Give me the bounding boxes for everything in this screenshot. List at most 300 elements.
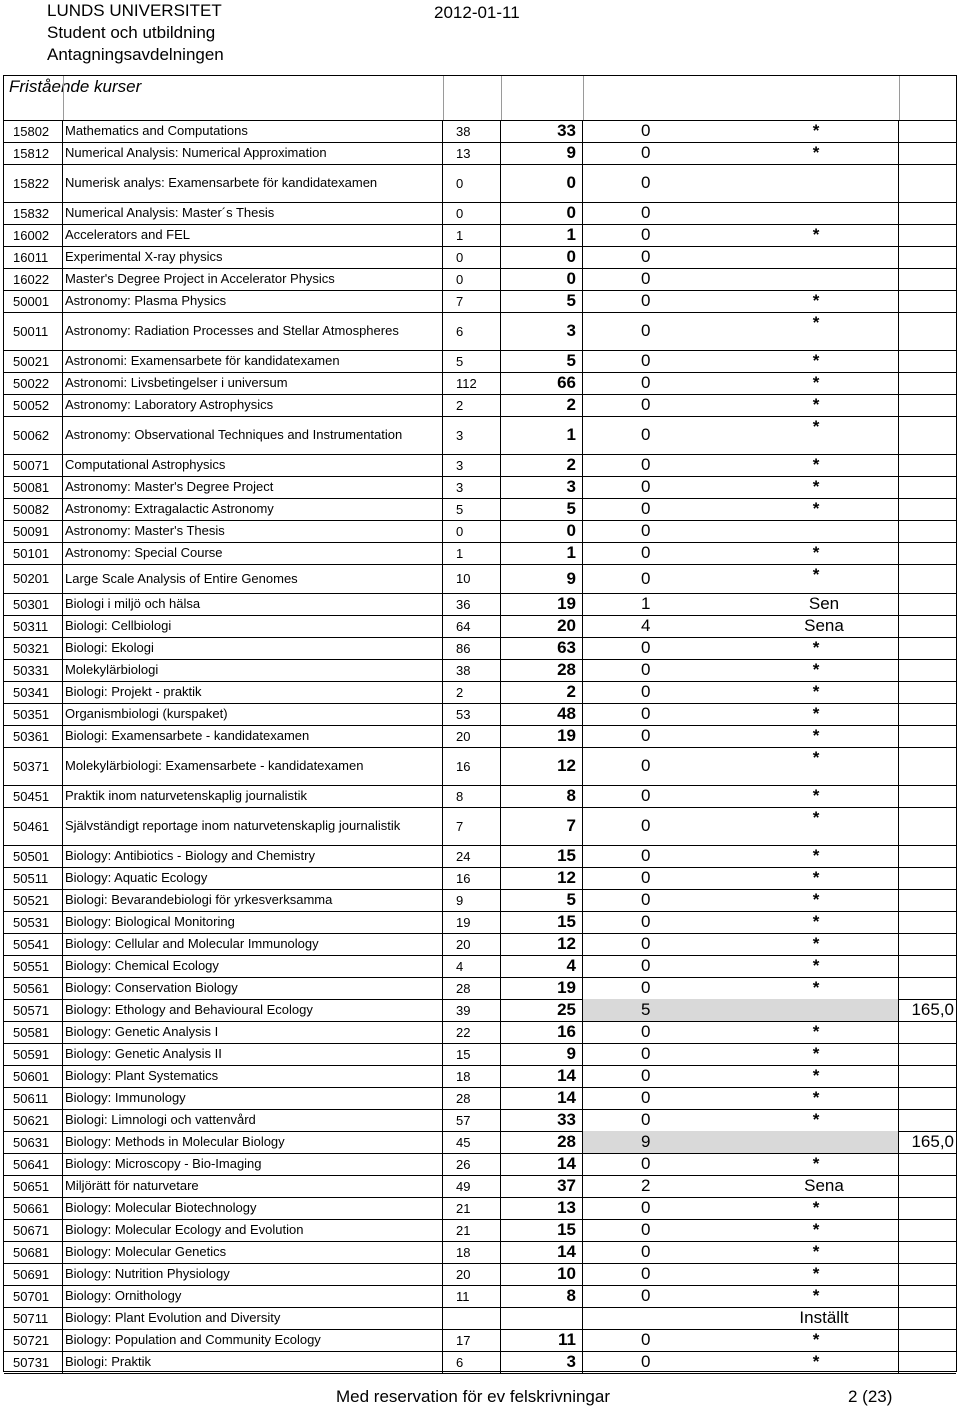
- merit-value: [899, 120, 956, 142]
- reserve-count: 0: [641, 1154, 651, 1173]
- course-name: Astronomy: Special Course: [63, 542, 443, 564]
- table-row: [4, 725, 956, 748]
- course-name: Biology: Microscopy - Bio-Imaging: [63, 1153, 443, 1175]
- status-cell: [583, 1153, 899, 1175]
- note-text: *: [812, 638, 820, 657]
- reserve-count: 0: [641, 868, 651, 887]
- applicants-count: 21: [443, 1219, 501, 1241]
- applicants-count: 0: [443, 268, 501, 290]
- table-row: [4, 807, 956, 846]
- course-code: 50541: [4, 933, 63, 955]
- status-cell: [583, 659, 899, 681]
- merit-value: [899, 1043, 956, 1065]
- course-code: 50101: [4, 542, 63, 564]
- admitted-count: 0: [501, 268, 583, 290]
- applicants-count: 16: [443, 747, 501, 785]
- course-code: 50341: [4, 681, 63, 703]
- course-code: 50011: [4, 312, 63, 350]
- course-code: 50021: [4, 350, 63, 372]
- course-name: Molekylärbiologi: Examensarbete - kandidatexamen: [63, 747, 443, 785]
- status-cell: [583, 1351, 899, 1373]
- note-text: *: [812, 373, 820, 392]
- applicants-count: 10: [443, 564, 501, 593]
- reserve-count: 0: [641, 816, 651, 835]
- course-name: Numerical Analysis: Master´s Thesis: [63, 202, 443, 224]
- table-row: [4, 1153, 956, 1176]
- merit-value: [899, 615, 956, 637]
- merit-value: [899, 593, 956, 615]
- course-name: Biology: Biological Monitoring: [63, 911, 443, 933]
- applicants-count: 22: [443, 1021, 501, 1043]
- applicants-count: 26: [443, 1153, 501, 1175]
- reserve-count: 0: [641, 477, 651, 496]
- admitted-count: 8: [501, 785, 583, 807]
- course-code: 50461: [4, 807, 63, 845]
- table-row: [4, 312, 956, 351]
- admitted-count: 9: [501, 142, 583, 164]
- course-name: Biology: Molecular Biotechnology: [63, 1197, 443, 1219]
- merit-value: [899, 350, 956, 372]
- status-cell: [583, 703, 899, 725]
- applicants-count: 15: [443, 1043, 501, 1065]
- note-text: *: [812, 1352, 820, 1371]
- note-text: *: [812, 1044, 820, 1063]
- course-code: 50062: [4, 416, 63, 454]
- course-name: Biologi: Praktik: [63, 1351, 443, 1373]
- admitted-count: 0: [501, 164, 583, 202]
- reserve-count: 0: [641, 455, 651, 474]
- page-number: 2 (23): [848, 1387, 893, 1406]
- table-row: [4, 1307, 956, 1330]
- status-cell: [583, 933, 899, 955]
- course-name: Biology: Conservation Biology: [63, 977, 443, 999]
- course-name: Biology: Nutrition Physiology: [63, 1263, 443, 1285]
- course-code: 50561: [4, 977, 63, 999]
- table-row: [4, 498, 956, 521]
- status-cell: [583, 637, 899, 659]
- course-code: 50671: [4, 1219, 63, 1241]
- merit-value: [899, 416, 956, 454]
- applicants-count: 3: [443, 416, 501, 454]
- note-text: *: [812, 808, 820, 827]
- table-row: [4, 1351, 956, 1374]
- reserve-count: 0: [641, 425, 651, 444]
- status-cell: [583, 725, 899, 747]
- course-code: 50591: [4, 1043, 63, 1065]
- course-name: Molekylärbiologi: [63, 659, 443, 681]
- applicants-count: 2: [443, 681, 501, 703]
- note-text: *: [812, 291, 820, 310]
- table-row: [4, 999, 956, 1022]
- course-code: 50551: [4, 955, 63, 977]
- course-code: 50521: [4, 889, 63, 911]
- table-row: [4, 1065, 956, 1088]
- table-row: [4, 372, 956, 395]
- merit-value: [899, 1307, 956, 1329]
- course-name: Självständigt reportage inom naturvetenskaplig journalistik: [63, 807, 443, 845]
- reserve-count: 1: [641, 594, 651, 613]
- reserve-count: 0: [641, 1198, 651, 1217]
- note-text: *: [812, 1154, 820, 1173]
- applicants-count: 1: [443, 542, 501, 564]
- course-name: Numerical Analysis: Numerical Approximation: [63, 142, 443, 164]
- reserve-count: 0: [641, 704, 651, 723]
- status-cell: [583, 1263, 899, 1285]
- admitted-count: 3: [501, 476, 583, 498]
- course-code: 50301: [4, 593, 63, 615]
- applicants-count: 5: [443, 350, 501, 372]
- status-cell: [583, 372, 899, 394]
- course-name: Biologi: Ekologi: [63, 637, 443, 659]
- admitted-count: 0: [501, 520, 583, 542]
- status-cell: [583, 1285, 899, 1307]
- status-cell: [583, 164, 899, 202]
- reserve-count: 0: [641, 269, 651, 288]
- merit-value: [899, 290, 956, 312]
- status-cell: [583, 593, 899, 615]
- note-text: *: [812, 143, 820, 162]
- admitted-count: 33: [501, 120, 583, 142]
- status-cell: [583, 867, 899, 889]
- merit-value: [899, 911, 956, 933]
- course-code: 50681: [4, 1241, 63, 1263]
- table-row: [4, 955, 956, 978]
- reserve-count: 0: [641, 978, 651, 997]
- note-text: *: [812, 868, 820, 887]
- table-row: [4, 520, 956, 543]
- course-code: 50661: [4, 1197, 63, 1219]
- reserve-count: 0: [641, 890, 651, 909]
- admitted-count: 14: [501, 1087, 583, 1109]
- course-code: 50571: [4, 999, 63, 1021]
- admitted-count: 2: [501, 681, 583, 703]
- admitted-count: 4: [501, 955, 583, 977]
- note-text: *: [812, 726, 820, 745]
- course-code: 50001: [4, 290, 63, 312]
- merit-value: [899, 202, 956, 224]
- course-code: 50721: [4, 1329, 63, 1351]
- course-name: Biology: Population and Community Ecology: [63, 1329, 443, 1351]
- reserve-count: 0: [641, 934, 651, 953]
- admitted-count: 15: [501, 911, 583, 933]
- table-row: [4, 416, 956, 455]
- admitted-count: 28: [501, 659, 583, 681]
- merit-value: [899, 520, 956, 542]
- reserve-count: 0: [641, 373, 651, 392]
- course-code: 50311: [4, 615, 63, 637]
- applicants-count: 2: [443, 394, 501, 416]
- table-row: [4, 394, 956, 417]
- table-row: [4, 1219, 956, 1242]
- table-row: [4, 911, 956, 934]
- table-row: [4, 1109, 956, 1132]
- note-text: [583, 520, 899, 542]
- merit-value: [899, 1285, 956, 1307]
- course-name: Miljörätt för naturvetare: [63, 1175, 443, 1197]
- note-text: [583, 268, 899, 290]
- note-text: Sen: [808, 594, 840, 613]
- merit-value: [899, 372, 956, 394]
- admitted-count: 8: [501, 1285, 583, 1307]
- status-cell: [583, 246, 899, 268]
- applicants-count: 64: [443, 615, 501, 637]
- merit-value: [899, 164, 956, 202]
- admitted-count: 3: [501, 1351, 583, 1373]
- course-name: Biology: Cellular and Molecular Immunology: [63, 933, 443, 955]
- note-text: *: [812, 660, 820, 679]
- admitted-count: 5: [501, 350, 583, 372]
- reserve-count: 0: [641, 786, 651, 805]
- reserve-count: 0: [641, 121, 651, 140]
- status-cell: [583, 268, 899, 290]
- note-text: *: [812, 956, 820, 975]
- admitted-count: 28: [501, 1131, 583, 1153]
- merit-value: [899, 542, 956, 564]
- course-code: 15802: [4, 120, 63, 142]
- admitted-count: 63: [501, 637, 583, 659]
- table-row: [4, 1175, 956, 1198]
- table-row: [4, 454, 956, 477]
- admitted-count: 19: [501, 593, 583, 615]
- merit-value: [899, 1219, 956, 1241]
- course-name: Biology: Chemical Ecology: [63, 955, 443, 977]
- applicants-count: 13: [443, 142, 501, 164]
- course-code: 50331: [4, 659, 63, 681]
- note-text: *: [812, 313, 820, 332]
- table-row: [4, 350, 956, 373]
- table-row: [4, 1329, 956, 1352]
- applicants-count: [443, 1307, 501, 1329]
- course-code: 50651: [4, 1175, 63, 1197]
- status-cell: [583, 1219, 899, 1241]
- applicants-count: 36: [443, 593, 501, 615]
- reserve-count: 0: [641, 726, 651, 745]
- course-code: 50611: [4, 1087, 63, 1109]
- applicants-count: 28: [443, 977, 501, 999]
- section-header: [4, 76, 956, 121]
- reserve-count: 0: [641, 1286, 651, 1305]
- table-row: [4, 845, 956, 868]
- admitted-count: 5: [501, 498, 583, 520]
- merit-value: [899, 476, 956, 498]
- course-name: Numerisk analys: Examensarbete för kandidatexamen: [63, 164, 443, 202]
- course-code: 50731: [4, 1351, 63, 1373]
- merit-value: [899, 1087, 956, 1109]
- note-text: *: [812, 565, 820, 584]
- table-row: [4, 637, 956, 660]
- status-cell: [583, 498, 899, 520]
- admitted-count: 10: [501, 1263, 583, 1285]
- course-name: Astronomy: Radiation Processes and Stellar Atmospheres: [63, 312, 443, 350]
- admitted-count: 0: [501, 202, 583, 224]
- status-cell: [583, 542, 899, 564]
- status-cell: [583, 142, 899, 164]
- note-text: Inställt: [799, 1308, 849, 1327]
- reserve-count: 0: [641, 291, 651, 310]
- course-name: Organismbiologi (kurspaket): [63, 703, 443, 725]
- reserve-count: 0: [641, 143, 651, 162]
- course-code: 50081: [4, 476, 63, 498]
- table-row: [4, 564, 956, 594]
- course-code: 15822: [4, 164, 63, 202]
- note-text: *: [812, 682, 820, 701]
- status-cell: [583, 889, 899, 911]
- merit-value: [899, 498, 956, 520]
- reserve-count: 0: [641, 173, 651, 192]
- admitted-count: 1: [501, 224, 583, 246]
- admitted-count: 9: [501, 1043, 583, 1065]
- admitted-count: 14: [501, 1065, 583, 1087]
- note-text: *: [812, 1242, 820, 1261]
- course-name: Biology: Aquatic Ecology: [63, 867, 443, 889]
- table-row: [4, 120, 956, 143]
- status-cell: [583, 454, 899, 476]
- note-text: [583, 999, 899, 1021]
- applicants-count: 3: [443, 476, 501, 498]
- department-name: Student och utbildning: [47, 23, 216, 42]
- note-text: *: [812, 1330, 820, 1349]
- table-row: [4, 867, 956, 890]
- course-name: Biology: Plant Evolution and Diversity: [63, 1307, 443, 1329]
- admissions-table: [3, 75, 957, 1372]
- merit-value: [899, 845, 956, 867]
- applicants-count: 86: [443, 637, 501, 659]
- reserve-count: 0: [641, 1022, 651, 1041]
- status-cell: [583, 224, 899, 246]
- status-cell: [583, 955, 899, 977]
- applicants-count: 19: [443, 911, 501, 933]
- course-name: Astronomy: Plasma Physics: [63, 290, 443, 312]
- course-code: 50581: [4, 1021, 63, 1043]
- table-row: [4, 224, 956, 247]
- note-text: [583, 164, 899, 202]
- course-code: 50351: [4, 703, 63, 725]
- course-name: Master's Degree Project in Accelerator Physics: [63, 268, 443, 290]
- note-text: *: [812, 786, 820, 805]
- admitted-count: 11: [501, 1329, 583, 1351]
- applicants-count: 0: [443, 520, 501, 542]
- merit-value: [899, 454, 956, 476]
- course-code: 50022: [4, 372, 63, 394]
- merit-value: [899, 394, 956, 416]
- applicants-count: 49: [443, 1175, 501, 1197]
- admitted-count: 5: [501, 889, 583, 911]
- course-name: Astronomy: Observational Techniques and Instrumentation: [63, 416, 443, 454]
- section-title: Fristående kurser: [9, 77, 142, 96]
- status-cell: [583, 845, 899, 867]
- course-name: Astronomy: Master's Degree Project: [63, 476, 443, 498]
- table-row: [4, 246, 956, 269]
- admitted-count: [501, 1307, 583, 1329]
- course-name: Biology: Methods in Molecular Biology: [63, 1131, 443, 1153]
- reserve-count: 0: [641, 756, 651, 775]
- table-row: [4, 290, 956, 313]
- reserve-count: 0: [641, 543, 651, 562]
- course-code: 50531: [4, 911, 63, 933]
- status-cell: [583, 1043, 899, 1065]
- merit-value: [899, 1351, 956, 1373]
- admitted-count: 15: [501, 845, 583, 867]
- admitted-count: 9: [501, 564, 583, 593]
- table-row: [4, 615, 956, 638]
- applicants-count: 11: [443, 1285, 501, 1307]
- admitted-count: 2: [501, 454, 583, 476]
- reserve-count: 0: [641, 846, 651, 865]
- course-name: Biology: Molecular Genetics: [63, 1241, 443, 1263]
- course-name: Biology: Genetic Analysis II: [63, 1043, 443, 1065]
- note-text: *: [812, 121, 820, 140]
- status-cell: [583, 1307, 899, 1329]
- course-name: Astronomi: Examensarbete för kandidatexamen: [63, 350, 443, 372]
- status-cell: [583, 1065, 899, 1087]
- applicants-count: 45: [443, 1131, 501, 1153]
- status-cell: [583, 785, 899, 807]
- course-code: 50082: [4, 498, 63, 520]
- applicants-count: 18: [443, 1065, 501, 1087]
- status-cell: [583, 1131, 899, 1153]
- admitted-count: 1: [501, 416, 583, 454]
- course-code: 50371: [4, 747, 63, 785]
- note-text: *: [812, 1066, 820, 1085]
- admitted-count: 12: [501, 867, 583, 889]
- reserve-count: 0: [641, 660, 651, 679]
- note-text: *: [812, 395, 820, 414]
- table-row: [4, 1043, 956, 1066]
- applicants-count: 3: [443, 454, 501, 476]
- applicants-count: 8: [443, 785, 501, 807]
- note-text: *: [812, 1088, 820, 1107]
- table-row: [4, 268, 956, 291]
- note-text: *: [812, 1264, 820, 1283]
- merit-value: [899, 933, 956, 955]
- note-text: *: [812, 417, 820, 436]
- status-cell: [583, 1197, 899, 1219]
- course-name: Astronomy: Laboratory Astrophysics: [63, 394, 443, 416]
- course-code: 50691: [4, 1263, 63, 1285]
- admitted-count: 13: [501, 1197, 583, 1219]
- merit-value: [899, 1021, 956, 1043]
- course-name: Biology: Molecular Ecology and Evolution: [63, 1219, 443, 1241]
- note-text: *: [812, 704, 820, 723]
- status-cell: [583, 1109, 899, 1131]
- merit-value: 165,0: [911, 1000, 954, 1019]
- table-row: [4, 659, 956, 682]
- course-code: 50451: [4, 785, 63, 807]
- reserve-count: 0: [641, 247, 651, 266]
- reserve-count: 0: [641, 956, 651, 975]
- course-code: 50511: [4, 867, 63, 889]
- admitted-count: 15: [501, 1219, 583, 1241]
- merit-value: [899, 659, 956, 681]
- course-code: 50621: [4, 1109, 63, 1131]
- merit-value: [899, 224, 956, 246]
- status-cell: [583, 520, 899, 542]
- reserve-count: 0: [641, 1242, 651, 1261]
- course-name: Biologi: Bevarandebiologi för yrkesverksamma: [63, 889, 443, 911]
- course-name: Experimental X-ray physics: [63, 246, 443, 268]
- note-text: [583, 202, 899, 224]
- course-name: Astronomi: Livsbetingelser i universum: [63, 372, 443, 394]
- applicants-count: 28: [443, 1087, 501, 1109]
- admitted-count: 66: [501, 372, 583, 394]
- course-name: Mathematics and Computations: [63, 120, 443, 142]
- note-text: *: [812, 1286, 820, 1305]
- course-code: 50071: [4, 454, 63, 476]
- applicants-count: 7: [443, 807, 501, 845]
- merit-value: [899, 867, 956, 889]
- course-name: Large Scale Analysis of Entire Genomes: [63, 564, 443, 593]
- merit-value: [899, 1329, 956, 1351]
